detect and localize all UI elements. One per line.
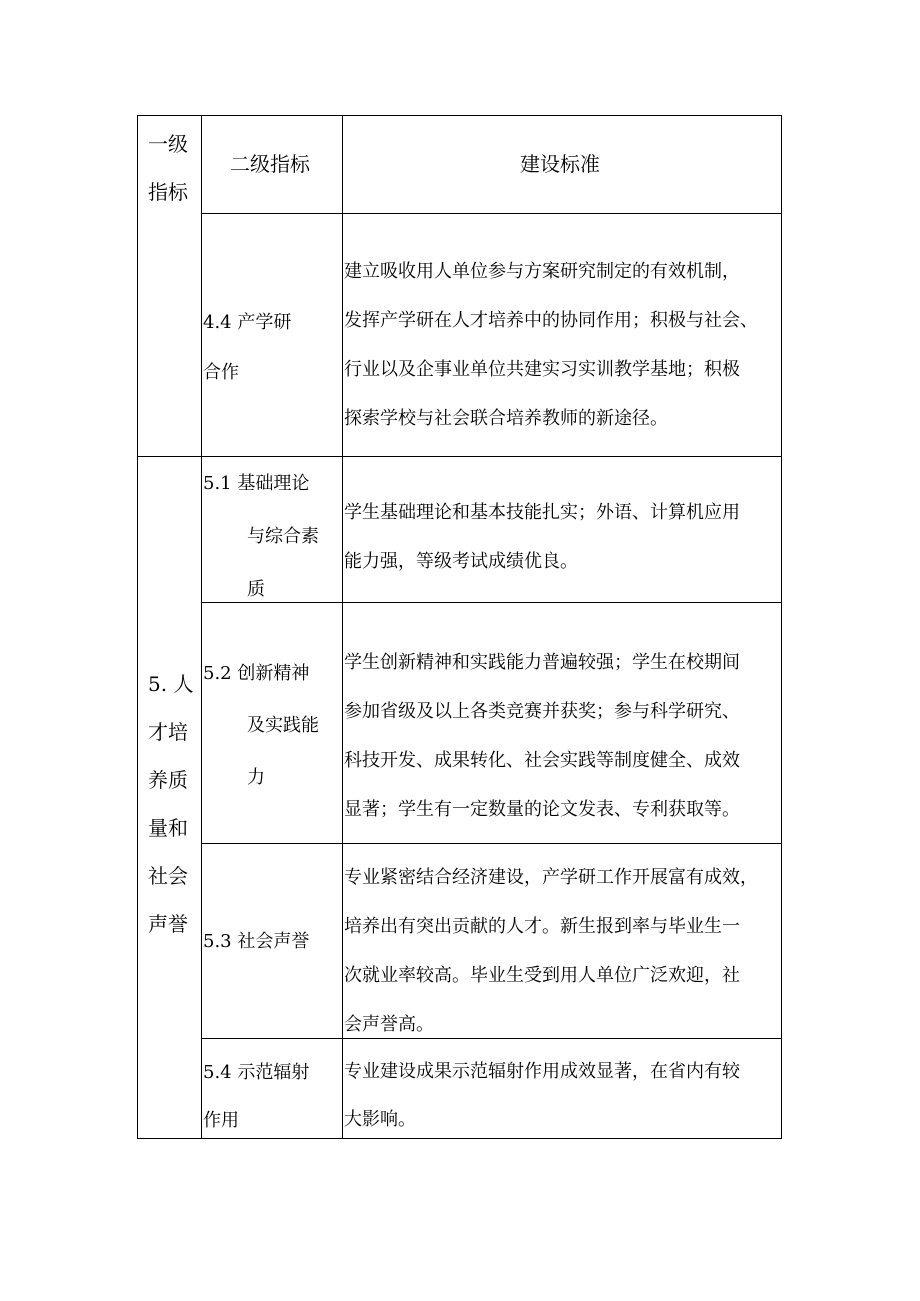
indicator-line: 合作 xyxy=(203,362,239,383)
indicator-line: 及实践能 xyxy=(247,715,319,736)
row-divider xyxy=(201,843,782,844)
standard-line: 行业以及企事业单位共建实习实训教学基地；积极 xyxy=(344,359,740,380)
header-level1-line: 指标 xyxy=(148,180,188,204)
standard-4-4 xyxy=(344,247,758,443)
standard-line: 学生基础理论和基本技能扎实；外语、计算机应用 xyxy=(344,502,740,523)
level1-line: 养质 xyxy=(148,768,188,792)
indicator-5-2 xyxy=(203,648,319,804)
indicator-line: 质 xyxy=(247,579,265,600)
indicator-line: 力 xyxy=(247,767,265,788)
standard-line: 发挥产学研在人才培养中的协同作用；积极与社会、 xyxy=(344,310,758,331)
header-standard: 建设标准 xyxy=(520,152,600,176)
level1-line: 才培 xyxy=(148,720,188,744)
standard-line: 大影响。 xyxy=(344,1109,416,1130)
indicator-4-4 xyxy=(203,298,291,398)
table-border-left xyxy=(137,115,138,1139)
standard-line: 会声誉高。 xyxy=(344,1014,434,1035)
indicator-line: 4.4 产学研 xyxy=(203,312,292,333)
standard-line: 学生创新精神和实践能力普遍较强；学生在校期间 xyxy=(344,652,740,673)
level1-line: 量和 xyxy=(148,816,188,840)
standard-5-1 xyxy=(344,488,740,586)
level1-line: 5. 人 xyxy=(148,672,194,696)
indicator-line: 作用 xyxy=(203,1110,239,1131)
level1-line: 社会 xyxy=(148,864,188,888)
standard-line: 次就业率较高。毕业生受到用人单位广泛欢迎，社 xyxy=(344,965,740,986)
standard-5-2 xyxy=(344,638,740,834)
standard-line: 建立吸收用人单位参与方案研究制定的有效机制， xyxy=(344,261,740,282)
standard-line: 能力强，等级考试成绩优良。 xyxy=(344,551,578,572)
standard-line: 显著；学生有一定数量的论文发表、专利获取等。 xyxy=(344,799,740,820)
column-divider xyxy=(201,115,202,1139)
standard-line: 培养出有突出贡献的人才。新生报到率与毕业生一 xyxy=(344,916,740,937)
indicator-line: 5.4 示范辐射 xyxy=(203,1062,310,1083)
section-5-level1 xyxy=(148,660,193,948)
standard-line: 专业紧密结合经济建设，产学研工作开展富有成效， xyxy=(344,867,758,888)
row-divider xyxy=(201,213,782,214)
standard-5-3 xyxy=(344,853,758,1049)
indicator-line: 5.3 社会声誉 xyxy=(203,931,310,952)
header-level1 xyxy=(148,120,188,216)
indicator-5-4 xyxy=(203,1049,309,1145)
column-divider xyxy=(342,115,343,1139)
standard-line: 专业建设成果示范辐射作用成效显著，在省内有较 xyxy=(344,1061,740,1082)
table-border-right xyxy=(781,115,782,1139)
standard-5-4 xyxy=(344,1048,740,1144)
header-level2: 二级指标 xyxy=(230,152,310,176)
table-border-top xyxy=(137,115,782,116)
indicator-line: 与综合素 xyxy=(247,526,319,547)
indicator-line: 5.1 基础理论 xyxy=(203,473,310,494)
indicator-5-1 xyxy=(203,457,319,616)
standard-line: 探索学校与社会联合培养教师的新途径。 xyxy=(344,408,668,429)
level1-line: 声誉 xyxy=(148,912,188,936)
standard-line: 科技开发、成果转化、社会实践等制度健全、成效 xyxy=(344,750,740,771)
indicator-line: 5.2 创新精神 xyxy=(203,663,310,684)
indicator-5-3 xyxy=(203,930,309,954)
standard-line: 参加省级及以上各类竞赛并获奖；参与科学研究、 xyxy=(344,701,740,722)
header-level1-line: 一级 xyxy=(148,132,188,156)
